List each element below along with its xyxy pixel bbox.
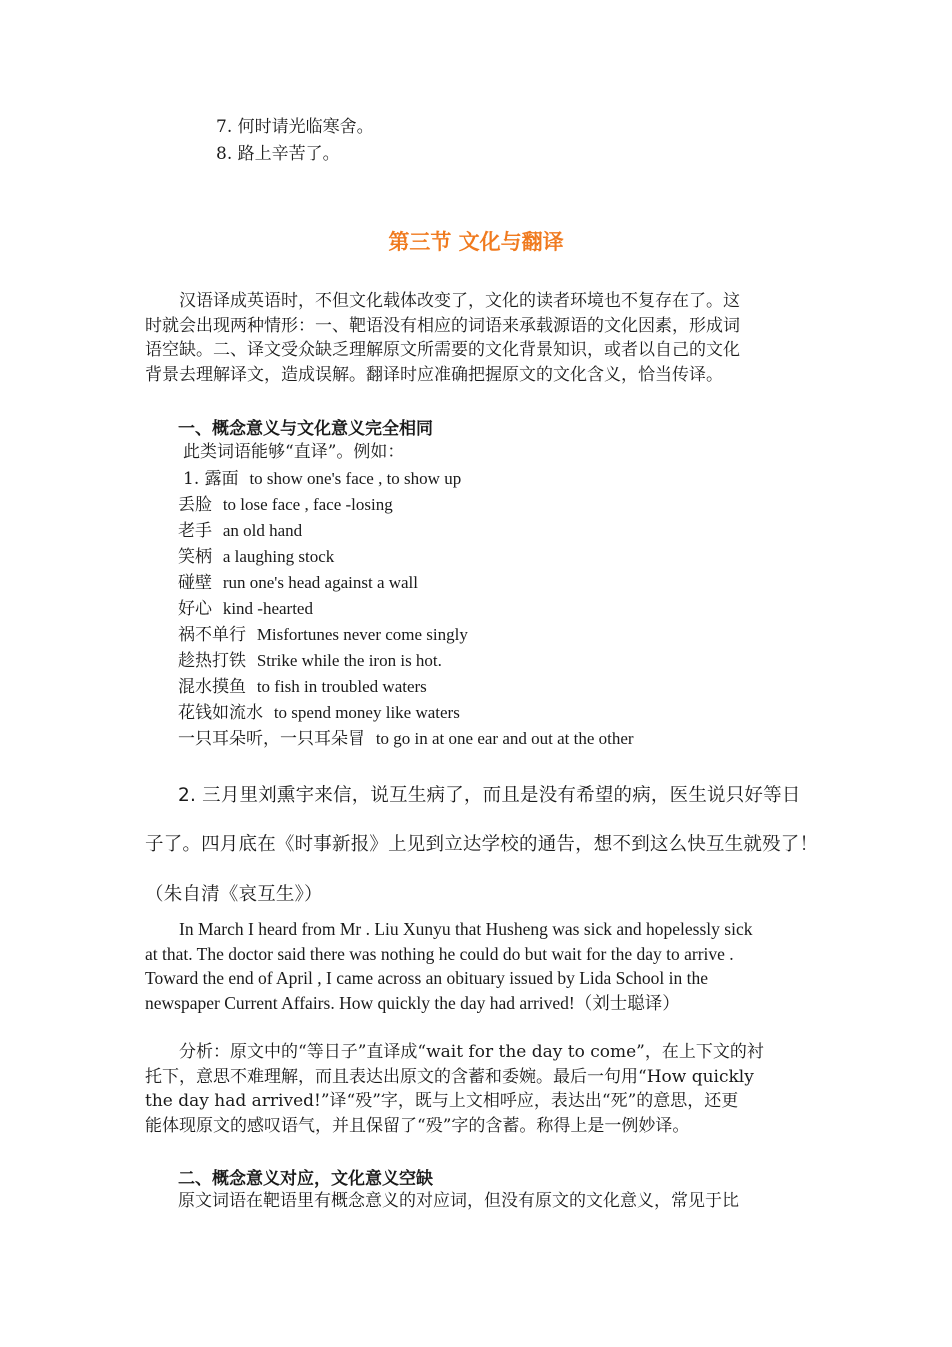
paragraph-line: 托下，意思不难理解，而且表达出原文的含蓄和委婉。最后一句用“How quickly xyxy=(145,1066,754,1087)
example-chinese: 一只耳朵听，一只耳朵冒 xyxy=(178,729,365,749)
example-row xyxy=(178,466,634,492)
example-chinese: 好心 xyxy=(178,599,212,619)
list-text: 路上辛苦了。 xyxy=(237,144,340,164)
heading-subtext: 此类词语能够“直译”。例如： xyxy=(183,442,405,462)
paragraph-line: 汉语译成英语时，不但文化载体改变了，文化的读者环境也不复存在了。这 xyxy=(179,291,740,311)
example-english: Strike while the iron is hot. xyxy=(256,651,442,670)
example-chinese: 丢脸 xyxy=(178,495,212,515)
list-item xyxy=(216,115,374,139)
example-row xyxy=(178,674,634,700)
example-row xyxy=(178,492,634,518)
paragraph-line: 时就会出现两种情形：一、靶语没有相应的词语来承载源语的文化因素，形成词 xyxy=(145,315,740,336)
section-title: 第三节 文化与翻译 xyxy=(388,230,564,254)
example-english: Misfortunes never come singly xyxy=(256,625,468,644)
paragraph-line: Toward the end of April , I came across an obituary issued by Lida School in the xyxy=(145,968,709,988)
intro-paragraph xyxy=(145,289,811,387)
paragraph-line: the day had arrived!”译“殁”字，既与上文相呼应，表达出“死”的意思，还更 xyxy=(145,1091,739,1111)
example-english: to lose face , face -losing xyxy=(222,495,393,514)
paragraph-line: 分析：原文中的“等日子”直译成“wait for the day to come”，在上下文的衬 xyxy=(179,1042,764,1062)
example-chinese: 1. 露面 xyxy=(183,469,239,489)
example-row xyxy=(178,544,634,570)
paragraph-line: 语空缺。二、译文受众缺乏理解原文所需要的文化背景知识，或者以自己的文化 xyxy=(145,340,740,360)
example-chinese: 老手 xyxy=(178,521,212,541)
example-row xyxy=(178,570,634,596)
list-number: 7. xyxy=(216,117,233,137)
paragraph-line: newspaper Current Affairs. How quickly the day had arrived!（刘士聪译） xyxy=(145,992,680,1013)
heading-concept-same: 一、概念意义与文化意义完全相同 xyxy=(178,419,433,439)
example-english: an old hand xyxy=(222,521,303,540)
example-chinese: 碰壁 xyxy=(178,573,212,593)
example-row xyxy=(178,700,634,726)
example-english: kind -hearted xyxy=(222,599,313,618)
paragraph-line: 背景去理解译文，造成误解。翻译时应准确把握原文的文化含义，恰当传译。 xyxy=(145,364,723,385)
paragraph-line: 能体现原文的感叹语气，并且保留了“殁”字的含蓄。称得上是一例妙译。 xyxy=(145,1115,690,1136)
heading2-text: 原文词语在靶语里有概念意义的对应词，但没有原文的文化意义，常见于比 xyxy=(178,1191,739,1211)
example-english: run one's head against a wall xyxy=(222,573,419,592)
example-row xyxy=(178,726,634,752)
example-english: to spend money like waters xyxy=(273,703,460,722)
list-number: 8. xyxy=(216,144,233,164)
translation-paragraph xyxy=(145,917,811,1015)
example-row xyxy=(178,518,634,544)
list-item xyxy=(216,142,340,166)
example-english: to go in at one ear and out at the other xyxy=(375,729,634,748)
example2-source: （朱自清《哀互生》） xyxy=(145,884,323,905)
example2-line: 2. 三月里刘熏宇来信，说互生病了，而且是没有希望的病，医生说只好等日 xyxy=(178,785,801,806)
example-chinese: 祸不单行 xyxy=(178,625,246,645)
example-english: to fish in troubled waters xyxy=(256,677,427,696)
heading-concept-gap: 二、概念意义对应，文化意义空缺 xyxy=(178,1169,433,1189)
example-chinese: 花钱如流水 xyxy=(178,703,263,723)
example-chinese: 趁热打铁 xyxy=(178,651,246,671)
example-chinese: 笑柄 xyxy=(178,547,212,567)
example-row xyxy=(178,596,634,622)
example-english: a laughing stock xyxy=(222,547,335,566)
example-english: to show one's face , to show up xyxy=(249,469,462,488)
analysis-paragraph xyxy=(145,1040,811,1138)
paragraph-line: at that. The doctor said there was nothing he could do but wait for the day to arrive . xyxy=(145,943,734,964)
list-text: 何时请光临寒舍。 xyxy=(237,117,374,137)
example-list xyxy=(178,466,634,752)
example-row xyxy=(178,622,634,648)
example2-line: 子了。四月底在《时事新报》上见到立达学校的通告，想不到这么快互生就殁了！ xyxy=(145,834,819,855)
example-chinese: 混水摸鱼 xyxy=(178,677,246,697)
example-row xyxy=(178,648,634,674)
paragraph-line: In March I heard from Mr . Liu Xunyu that Husheng was sick and hopelessly sick xyxy=(179,919,753,939)
